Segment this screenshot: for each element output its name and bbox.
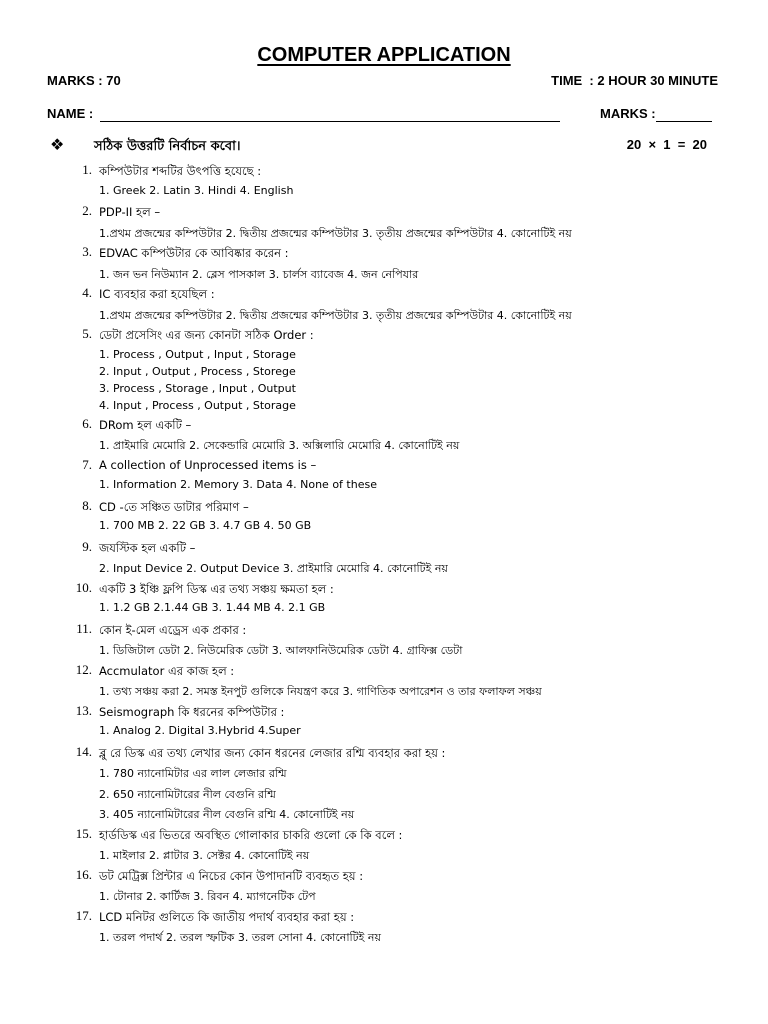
question-item — [0, 416, 768, 457]
question-text: হার্ডডিস্ক এর ভিতরে অবস্থিত গোলাকার চাকরি গুলো কে কি বলে : — [99, 827, 403, 842]
question-line — [0, 416, 768, 437]
question-text: কম্পিউটার শব্দটির উৎপত্তি হযেছে : — [99, 164, 262, 178]
section-instruction: সঠিক উত্তরটি নির্বাচন কবো। — [94, 139, 241, 154]
answer-options — [0, 398, 768, 415]
answer-options — [0, 381, 768, 398]
question-number: 10. — [75, 579, 92, 595]
question-number: 11. — [76, 620, 92, 636]
question-item — [0, 703, 768, 744]
question-line — [0, 326, 768, 347]
question-list — [0, 162, 768, 949]
question-text: EDVAC কম্পিউটার কে আবিষ্কার করেন : — [99, 246, 289, 260]
section-score: 20 × 1 = 20 — [626, 137, 707, 152]
question-text: IC ব্যবহার করা হযেছিল : — [99, 287, 215, 301]
answer-options — [0, 477, 768, 498]
question-number: 14. — [75, 743, 92, 759]
question-line — [0, 580, 768, 601]
question-text: ডট মেট্রিক্স প্রিন্টার এ নিচের কোন উপাদানটি ব্যবহৃত হয় : — [99, 868, 364, 883]
answer-options — [0, 364, 768, 381]
name-blank-line — [100, 121, 560, 122]
question-number: 4. — [82, 285, 92, 300]
question-item — [0, 326, 768, 416]
answer-option-text: 1. Process , Output , Input , Storage — [99, 347, 296, 361]
question-text: LCD মনিটর গুলিতে কি জাতীয় পদার্থ ব্যবহার করা হয় : — [99, 909, 355, 924]
question-line — [0, 662, 768, 683]
answer-option-text: 1. 700 MB 2. 22 GB 3. 4.7 GB 4. 50 GB — [99, 519, 312, 533]
question-line — [0, 539, 768, 560]
question-text: Accmulator এর কাজ হল : — [99, 663, 235, 678]
answer-option-text: 3. 405 ন্যানোমিটারের নীল বেগুনি রশ্মি 4. কোনোটিই নয় — [99, 808, 355, 822]
question-line — [0, 826, 768, 847]
question-number: 16. — [75, 866, 92, 882]
question-item — [0, 539, 768, 580]
answer-options — [0, 347, 768, 364]
question-number: 1. — [82, 162, 92, 177]
answer-option-text: 1. প্রাইমারি মেমোরি 2. সেকেন্ডারি মেমোরি 3. অক্সিলারি মেমোরি 4. কোনোটিই নয় — [99, 439, 460, 453]
question-item — [0, 744, 768, 826]
answer-option-text: 3. Process , Storage , Input , Output — [99, 382, 296, 396]
question-line — [0, 457, 768, 478]
answer-option-text: 1. Greek 2. Latin 3. Hindi 4. English — [99, 183, 294, 197]
question-text: Seismograph কি ধরনের কম্পিউটার : — [99, 704, 285, 719]
question-number: 15. — [75, 825, 92, 841]
answer-options — [0, 887, 768, 908]
question-number: 3. — [82, 244, 92, 259]
question-text: DRom হল একটি – — [99, 417, 192, 432]
answer-options — [0, 224, 768, 245]
question-line — [0, 908, 768, 929]
question-item — [0, 285, 768, 326]
question-number: 17. — [75, 907, 92, 923]
question-line — [0, 867, 768, 888]
answer-options — [0, 723, 768, 744]
name-label: NAME : — [47, 106, 94, 121]
time-label: TIME : 2 HOUR 30 MINUTE — [551, 73, 718, 88]
answer-option-text: 1. Analog 2. Digital 3.Hybrid 4.Super — [99, 724, 301, 738]
question-line — [0, 744, 768, 765]
question-number: 5. — [82, 326, 92, 341]
question-text: A collection of Unprocessed items is – — [99, 457, 317, 472]
answer-option-text: 1. টোনার 2. কার্টিজ 3. রিবন 4. ম্যাগনেটিক টেপ — [99, 890, 316, 904]
question-line — [0, 621, 768, 642]
question-number: 9. — [82, 538, 92, 554]
question-item — [0, 498, 768, 539]
answer-options — [0, 183, 768, 204]
answer-option-text: 2. Input , Output , Process , Storege — [99, 364, 296, 378]
question-number: 8. — [82, 497, 92, 513]
question-text: জযস্টিক হল একটি – — [99, 540, 196, 555]
question-text: CD -তে সঞ্চিত ডাটার পরিমাণ – — [99, 499, 249, 514]
answer-option-text: 1. তরল পদার্থ 2. তরল স্ফটিক 3. তরল সোনা 4. কোনোটিই নয় — [99, 931, 381, 945]
answer-options — [0, 600, 768, 621]
answer-options — [0, 641, 768, 662]
answer-option-text: 1.প্রথম প্রজন্মের কম্পিউটার 2. দ্বিতীয় প্রজন্মের কম্পিউটার 3. তৃতীয় প্রজন্মের কম্পিউটার 4. কোনোটিই নয় — [99, 226, 572, 240]
question-line — [0, 203, 768, 224]
total-marks-label: MARKS : 70 — [47, 73, 121, 88]
answer-option-text: 1. 1.2 GB 2.1.44 GB 3. 1.44 MB 4. 2.1 GB — [99, 601, 326, 615]
question-item — [0, 662, 768, 703]
answer-options — [0, 559, 768, 580]
question-text: ব্লু রে ডিস্ক এর তথ্য লেখার জন্য কোন ধরনের লেজার রশ্মি ব্যবহার করা হয় : — [99, 745, 446, 760]
question-item — [0, 908, 768, 949]
answer-option-text: 1. মাইলার 2. প্লাটার 3. সেক্টর 4. কোনোটিই নয় — [99, 849, 310, 863]
answer-option-text: 1. তথ্য সঞ্চয় করা 2. সমস্ত ইনপুট গুলিকে নিযন্ত্রণ করে 3. গাণিতিক অপারেশন ও তার ফলাফল সঞ্চয় — [99, 685, 542, 699]
obtained-marks-label: MARKS : — [600, 106, 656, 121]
question-item — [0, 203, 768, 244]
answer-option-text: 1. ডিজিটাল ডেটা 2. নিউমেরিক ডেটা 3. আলফানিউমেরিক ডেটা 4. গ্রাফিক্স ডেটা — [99, 644, 463, 658]
answer-options — [0, 764, 768, 785]
question-item — [0, 244, 768, 285]
question-number: 2. — [82, 203, 92, 218]
answer-options — [0, 518, 768, 539]
question-text: PDP-II হল – — [99, 205, 161, 219]
answer-options — [0, 682, 768, 703]
answer-options — [0, 436, 768, 457]
question-number: 7. — [82, 456, 92, 472]
answer-options — [0, 805, 768, 826]
diamond-bullet-icon: ❖ — [50, 135, 65, 154]
answer-option-text: 2. 650 ন্যানোমিটারের নীল বেগুনি রশ্মি — [99, 787, 276, 801]
answer-options — [0, 785, 768, 806]
question-item — [0, 162, 768, 203]
question-number: 6. — [82, 415, 92, 431]
question-line — [0, 162, 768, 183]
question-line — [0, 703, 768, 724]
page-title: COMPUTER APPLICATION — [257, 44, 511, 66]
obtained-marks-blank-line — [656, 121, 712, 122]
answer-option-text: 1. জন ভন নিউম্যান 2. ব্লেস পাসকাল 3. চার্লস ব্যাবেজ 4. জন নেপিযার — [99, 267, 419, 281]
question-item — [0, 826, 768, 867]
answer-options — [0, 306, 768, 327]
question-line — [0, 244, 768, 265]
question-line — [0, 285, 768, 306]
question-text: একটি 3 ইঞ্চি ফ্লপি ডিস্ক এর তথ্য সঞ্চয় ক্ষমতা হল : — [99, 581, 334, 596]
question-item — [0, 580, 768, 621]
section-instruction-row — [50, 137, 720, 157]
question-item — [0, 621, 768, 662]
answer-option-text: 4. Input , Process , Output , Storage — [99, 399, 296, 413]
question-item — [0, 867, 768, 908]
question-number: 13. — [75, 702, 92, 718]
answer-options — [0, 265, 768, 286]
question-text: কোন ই-মেল এড্রেস এক প্রকার : — [99, 622, 247, 637]
question-line — [0, 498, 768, 519]
answer-options — [0, 846, 768, 867]
question-text: ডেটা প্রসেসিং এর জন্য কোনটা সঠিক Order : — [99, 328, 314, 342]
answer-option-text: 1. Information 2. Memory 3. Data 4. None of these — [99, 478, 377, 492]
question-number: 12. — [75, 661, 92, 677]
answer-option-text: 1.প্রথম প্রজন্মের কম্পিউটার 2. দ্বিতীয় প্রজন্মের কম্পিউটার 3. তৃতীয় প্রজন্মের কম্পিউটার 4. কোনোটিই নয় — [99, 308, 572, 322]
answer-option-text: 1. 780 ন্যানোমিটার এর লাল লেজার রশ্মি — [99, 767, 287, 781]
answer-options — [0, 928, 768, 949]
question-item — [0, 457, 768, 498]
answer-option-text: 2. Input Device 2. Output Device 3. প্রাইমারি মেমোরি 4. কোনোটিই নয় — [99, 562, 448, 576]
